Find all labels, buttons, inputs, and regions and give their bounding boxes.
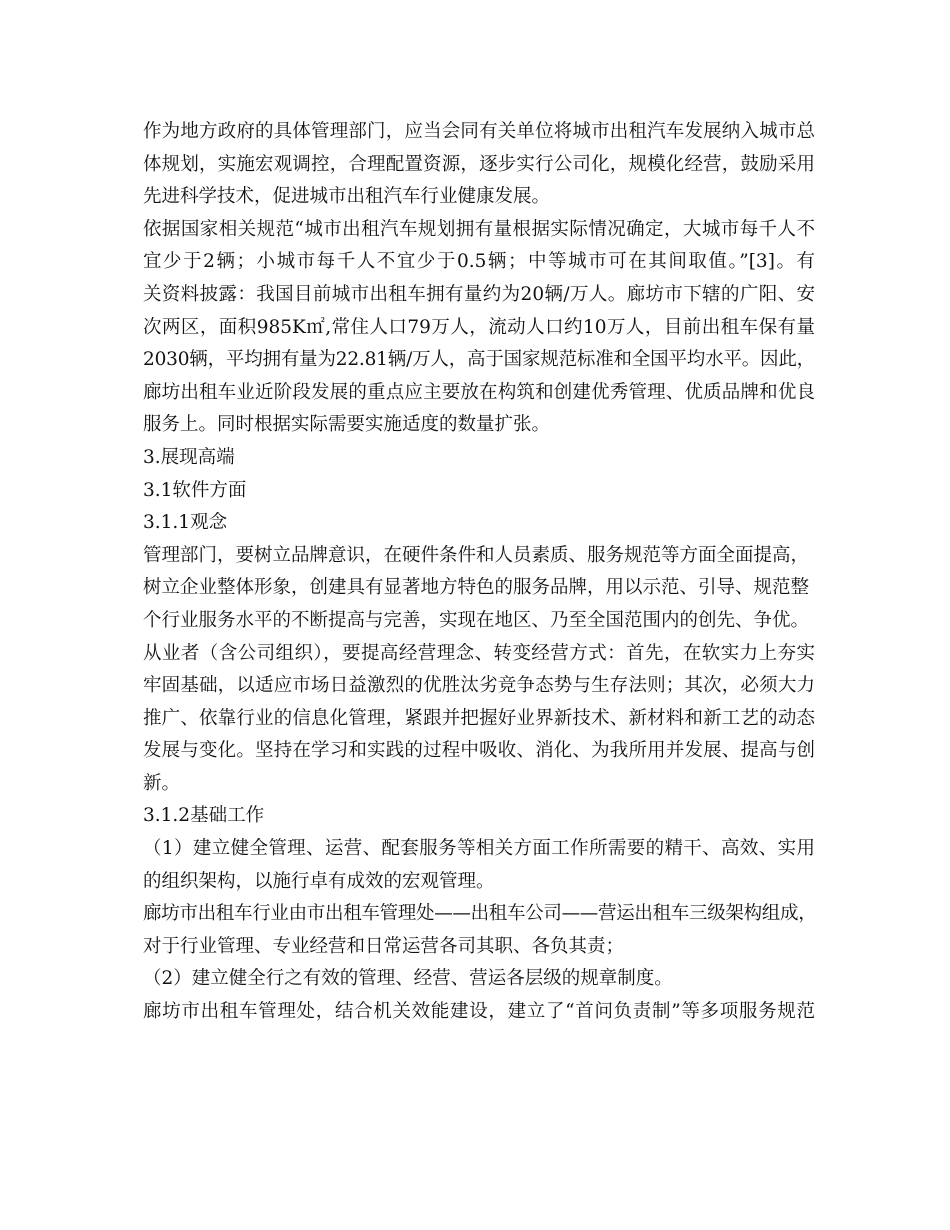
text-line-17: 从业者（含公司组织），要提高经营理念、转变经营方式：首先，在软实力上夯实: [143, 642, 815, 664]
text-line-9: 廊坊出租车业近阶段发展的重点应主要放在构筑和创建优秀管理、优质品牌和优良: [143, 381, 815, 403]
text-line-23: （1）建立健全管理、运营、配套服务等相关方面工作所需要的精干、高效、实用: [143, 838, 815, 860]
text-line-26: 对于行业管理、专业经营和日常运营各司其职、各负其责；: [143, 935, 625, 957]
text-line-10: 服务上。同时根据实际需要实施适度的数量扩张。: [143, 414, 551, 436]
text-line-16: 个行业服务水平的不断提高与完善，实现在地区、乃至全国范围内的创先、争优。: [143, 609, 810, 631]
text-line-28: 廊坊市出租车管理处，结合机关效能建设，建立了“首问负责制”等多项服务规范: [143, 1001, 815, 1023]
text-line-8: 2030辆，平均拥有量为22.81辆/万人，高于国家规范标准和全国平均水平。因此，: [143, 349, 815, 371]
text-line-27: （2）建立健全行之有效的管理、经营、营运各层级的规章制度。: [143, 968, 673, 990]
text-line-7: 次两区，面积985K㎡,常住人口79万人，流动人口约10万人，目前出租车保有量: [143, 316, 815, 338]
text-line-25: 廊坊市出租车行业由市出租车管理处——出租车公司——营运出租车三级架构组成，: [143, 903, 817, 925]
text-line-5: 宜少于2辆；小城市每千人不宜少于0.5辆；中等城市可在其间取值。”[3]。有: [143, 251, 815, 273]
section-heading-3-1-2: 3.1.2基础工作: [143, 805, 265, 827]
text-line-19: 推广、依靠行业的信息化管理，紧跟并把握好业界新技术、新材料和新工艺的动态: [143, 707, 815, 729]
text-line-18: 牢固基础，以适应市场日益激烈的优胜汰劣竞争态势与生存法则；其次，必须大力: [143, 675, 815, 697]
section-heading-3-1: 3.1软件方面: [143, 479, 247, 501]
text-line-6: 关资料披露：我国目前城市出租车拥有量约为20辆/万人。廊坊市下辖的广阳、安: [143, 283, 815, 305]
document-body: [143, 116, 815, 1029]
text-line-1: 作为地方政府的具体管理部门，应当会同有关单位将城市出租汽车发展纳入城市总: [143, 121, 815, 142]
text-line-4: 依据国家相关规范“城市出租汽车规划拥有量根据实际情况确定，大城市每千人不: [143, 218, 815, 240]
text-line-2: 体规划，实施宏观调控，合理配置资源，逐步实行公司化，规模化经营，鼓励采用: [143, 153, 815, 175]
section-heading-3: 3.展现高端: [143, 446, 235, 468]
text-line-21: 新。: [143, 772, 181, 794]
section-heading-3-1-1: 3.1.1观念: [143, 512, 228, 534]
text-line-3: 先进科学技术，促进城市出租汽车行业健康发展。: [143, 186, 551, 208]
text-line-20: 发展与变化。坚持在学习和实践的过程中吸收、消化、为我所用并发展、提高与创: [143, 740, 815, 762]
text-line-14: 管理部门，要树立品牌意识，在硬件条件和人员素质、服务规范等方面全面提高，: [143, 544, 810, 566]
text-line-15: 树立企业整体形象，创建具有显著地方特色的服务品牌，用以示范、引导、规范整: [143, 577, 810, 599]
text-line-24: 的组织架构，以施行卓有成效的宏观管理。: [143, 870, 495, 892]
